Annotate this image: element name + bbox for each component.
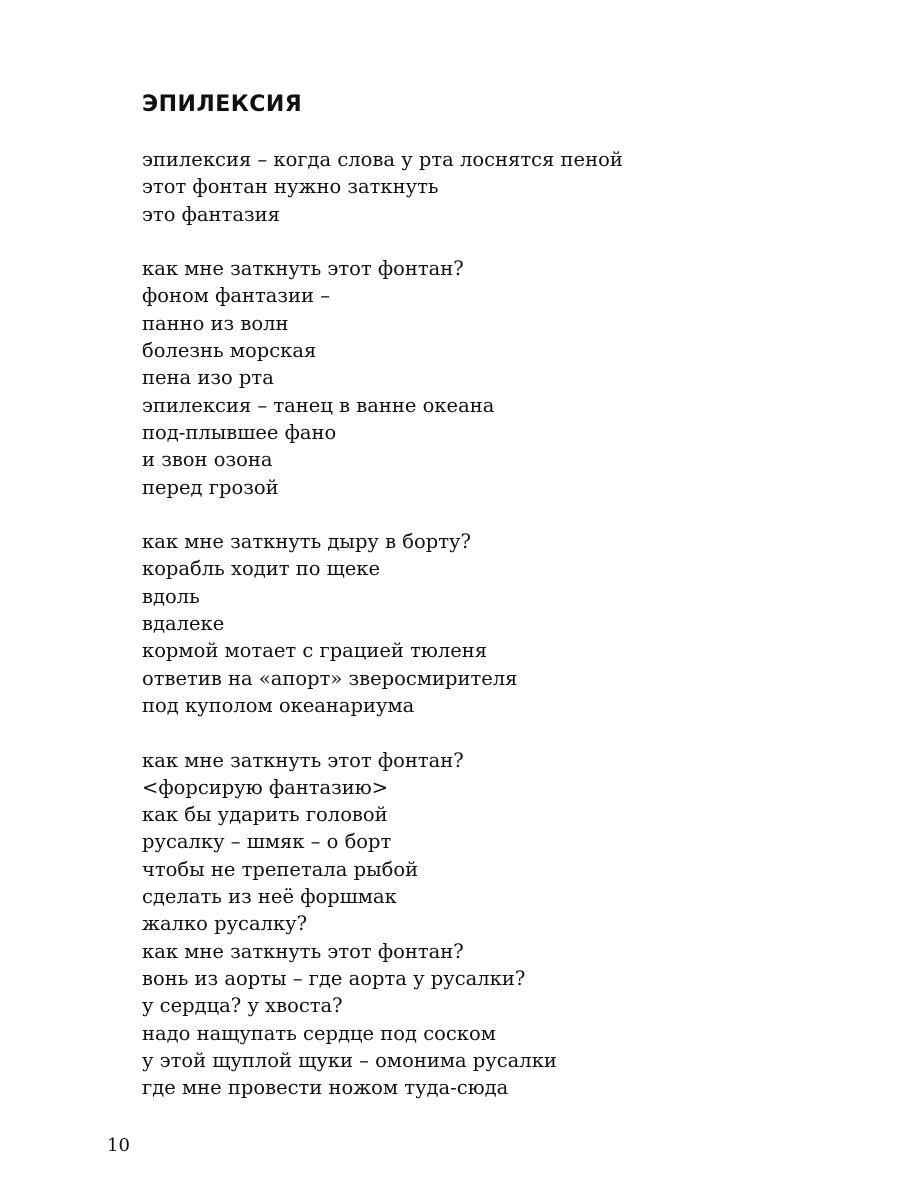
poem-line: этот фонтан нужно заткнуть: [142, 175, 439, 199]
poem-line: это фантазия: [142, 202, 280, 226]
poem-line: чтобы не трепетала рыбой: [142, 857, 419, 881]
poem-line: эпилексия – танец в ванне океана: [142, 393, 495, 417]
poem-line: вдоль: [142, 584, 200, 608]
poem-line: пена изо рта: [142, 366, 274, 390]
poem-line: кормой мотает с грацией тюленя: [142, 639, 488, 663]
poem-line: <форсирую фантазию>: [142, 775, 389, 799]
poem-body: [142, 146, 842, 1129]
poem-line: надо нащупать сердце под соском: [142, 1021, 496, 1045]
poem-line: вонь из аорты – где аорта у русалки?: [142, 966, 526, 990]
poem-line: у этой щуплой щуки – омонима русалки: [142, 1048, 557, 1072]
stanza-2: [142, 255, 842, 501]
poem-line: как мне заткнуть дыру в борту?: [142, 530, 471, 554]
poem-line: как мне заткнуть этот фонтан?: [142, 748, 464, 772]
poem-line: под куполом океанариума: [142, 693, 415, 717]
poem-line: как мне заткнуть этот фонтан?: [142, 257, 464, 281]
poem-line: под-плывшее фано: [142, 420, 337, 444]
poem-line: сделать из неё форшмак: [142, 885, 397, 909]
poem-line: корабль ходит по щеке: [142, 557, 381, 581]
poem-line: вдалеке: [142, 612, 225, 636]
poem-line: русалку – шмяк – о борт: [142, 830, 392, 854]
stanza-4: [142, 747, 842, 1102]
poem-line: перед грозой: [142, 475, 279, 499]
poem-title: ЭПИЛЕКСИЯ: [142, 92, 303, 117]
poem-line: как мне заткнуть этот фонтан?: [142, 939, 464, 963]
poem-line: фоном фантазии –: [142, 284, 330, 308]
stanza-1: [142, 146, 842, 228]
poem-line: жалко русалку?: [142, 912, 308, 936]
poem-line: болезнь морская: [142, 339, 317, 363]
poem-line: ответив на «апорт» зверосмирителя: [142, 666, 518, 690]
stanza-3: [142, 528, 842, 719]
poem-line: у сердца? у хвоста?: [142, 994, 343, 1018]
poem-line: и звон озона: [142, 448, 273, 472]
poem-line: панно из волн: [142, 311, 289, 335]
poem-line: эпилексия – когда слова у рта лоснятся пеной: [142, 148, 623, 171]
page-number: 10: [107, 1135, 130, 1156]
poem-line: где мне провести ножом туда-сюда: [142, 1076, 509, 1100]
poem-line: как бы ударить головой: [142, 803, 388, 827]
